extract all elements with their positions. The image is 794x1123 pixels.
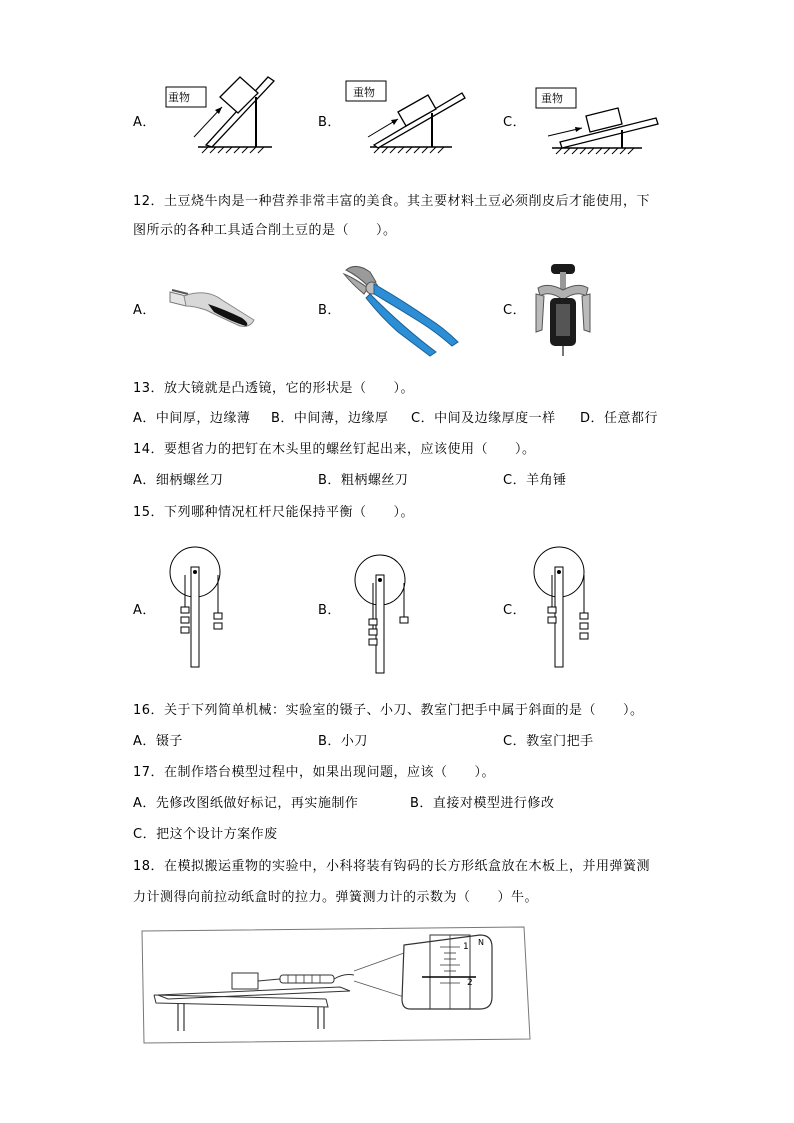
q17-option-a: A．先修改图纸做好标记，再实施制作 <box>133 796 359 811</box>
scale-label-1: 1 <box>463 942 469 952</box>
q13-stem: 13．放大镜就是凸透镜，它的形状是（ ）。 <box>133 381 415 396</box>
lever-diagram-c <box>530 545 610 670</box>
q15-option-b-label: B． <box>318 603 341 618</box>
q12-option-a-label: A． <box>133 303 156 318</box>
q12-stem-line2: 图所示的各种工具适合削土豆的是（ ）。 <box>133 223 397 238</box>
q14-option-c: C．羊角锤 <box>503 473 567 488</box>
corkscrew-image <box>528 260 598 360</box>
q11-option-b-box-text: 重物 <box>353 86 375 99</box>
q16-option-a: A．镊子 <box>133 734 183 749</box>
peeler-image <box>162 282 262 332</box>
q16-stem: 16．关于下列简单机械：实验室的镊子、小刀、教室门把手中属于斜面的是（ ）。 <box>133 703 644 718</box>
q16-option-b: B．小刀 <box>318 734 368 749</box>
q15-option-a-label: A． <box>133 603 156 618</box>
q15-option-c-label: C． <box>503 603 527 618</box>
lever-diagram-a <box>160 545 240 670</box>
q16-option-c: C．教室门把手 <box>503 734 594 749</box>
q15-stem: 15．下列哪种情况杠杆尺能保持平衡（ ）。 <box>133 505 415 520</box>
q13-option-c: C．中间及边缘厚度一样 <box>411 411 556 426</box>
q18-stem-line1: 18．在模拟搬运重物的实验中，小科将装有钩码的长方形纸盒放在木板上，并用弹簧测 <box>133 859 651 874</box>
q13-option-b: B．中间薄，边缘厚 <box>271 411 389 426</box>
spring-scale-experiment-diagram <box>140 925 532 1045</box>
q17-stem: 17．在制作塔台模型过程中，如果出现问题，应该（ ）。 <box>133 765 496 780</box>
q13-option-d: D．任意都行 <box>580 411 659 426</box>
q14-stem: 14．要想省力的把钉在木头里的螺丝钉起出来，应该使用（ ）。 <box>133 442 536 457</box>
q11-option-c-label: C． <box>503 115 527 130</box>
q12-stem-line1: 12．土豆烧牛肉是一种营养非常丰富的美食。其主要材料土豆必须削皮后才能使用，下 <box>133 194 651 209</box>
scale-label-unit: N <box>478 938 484 947</box>
q14-option-a: A．细柄螺丝刀 <box>133 473 224 488</box>
q17-option-b: B．直接对模型进行修改 <box>410 796 555 811</box>
q17-option-c: C．把这个设计方案作废 <box>133 827 278 842</box>
q12-option-b-label: B． <box>318 303 341 318</box>
lever-diagram-b <box>348 553 428 678</box>
q13-option-a: A．中间厚，边缘薄 <box>133 411 251 426</box>
q11-option-a-label: A． <box>133 115 156 130</box>
pliers-image <box>340 262 465 357</box>
scale-label-2: 2 <box>467 978 473 988</box>
q14-option-b: B．粗柄螺丝刀 <box>318 473 409 488</box>
q11-option-a-box-text: 重物 <box>168 91 190 104</box>
q11-option-b-label: B． <box>318 115 341 130</box>
q11-option-a-diagram <box>160 75 280 155</box>
q11-option-c-box-text: 重物 <box>541 92 563 105</box>
q18-stem-line2: 力计测得向前拉动纸盒时的拉力。弹簧测力计的示数为（ ）牛。 <box>133 890 539 905</box>
q12-option-c-label: C． <box>503 303 527 318</box>
